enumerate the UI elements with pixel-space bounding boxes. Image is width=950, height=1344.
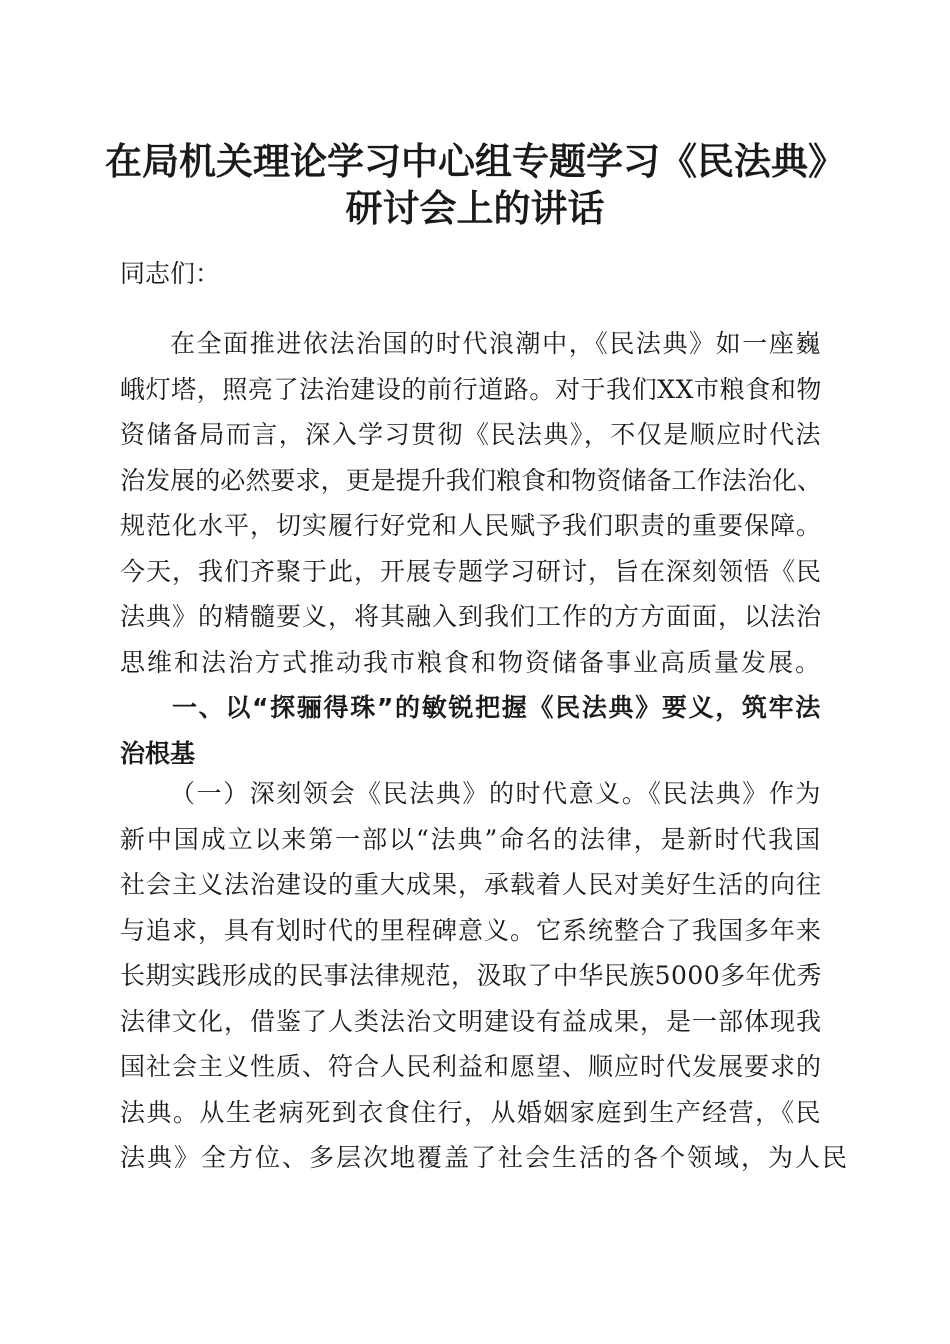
paragraph-1-line: 资储备局而言，深入学习贯彻《民法典》，不仅是顺应时代法 [120, 420, 822, 449]
paragraph-2-line: 新中国成立以来第一部以“法典”命名的法律，是新时代我国 [120, 824, 822, 854]
section-heading-1-line: 治根基 [120, 738, 196, 768]
paragraph-2-line: 法典》全方位、多层次地覆盖了社会生活的各个领域，为人民 [120, 1143, 850, 1172]
paragraph-1-line: 在全面推进依法治国的时代浪潮中，《民法典》如一座巍 [170, 329, 822, 358]
paragraph-1-line: 峨灯塔，照亮了法治建设的前行道路。对于我们XX市粮食和物 [120, 374, 822, 404]
greeting: 同志们： [120, 259, 221, 288]
document-title-line-2: 研讨会上的讲话 [345, 186, 605, 230]
paragraph-2-line: 国社会主义性质、符合人民利益和愿望、顺应时代发展要求的 [120, 1052, 822, 1081]
paragraph-1-line: 法典》的精髓要义，将其融入到我们工作的方方面面，以法治 [120, 602, 822, 631]
paragraph-2-line: 法典。从生老病死到衣食住行，从婚姻家庭到生产经营，《民 [120, 1097, 822, 1127]
paragraph-1-line: 今天，我们齐聚于此，开展专题学习研讨，旨在深刻领悟《民 [120, 556, 822, 586]
paragraph-2-line: （一）深刻领会《民法典》的时代意义。《民法典》作为 [170, 779, 822, 808]
paragraph-2-line: 长期实践形成的民事法律规范，汲取了中华民族5000多年优秀 [120, 961, 822, 990]
section-heading-1-line: 一、以“探骊得珠”的敏锐把握《民法典》要义，筑牢法 [172, 693, 822, 722]
paragraph-2-line: 法律文化，借鉴了人类法治文明建设有益成果，是一部体现我 [120, 1006, 822, 1036]
paragraph-1-line: 思维和法治方式推动我市粮食和物资储备事业高质量发展。 [120, 647, 823, 677]
paragraph-1-line: 规范化水平，切实履行好党和人民赋予我们职责的重要保障。 [120, 511, 822, 540]
paragraph-1-line: 治发展的必然要求，更是提升我们粮食和物资储备工作法治化、 [120, 465, 822, 495]
paragraph-2-line: 与追求，具有划时代的里程碑意义。它系统整合了我国多年来 [120, 915, 822, 945]
document-title-line-1: 在局机关理论学习中心组专题学习《民法典》 [105, 139, 845, 183]
paragraph-2-line: 社会主义法治建设的重大成果，承载着人民对美好生活的向往 [120, 870, 822, 899]
